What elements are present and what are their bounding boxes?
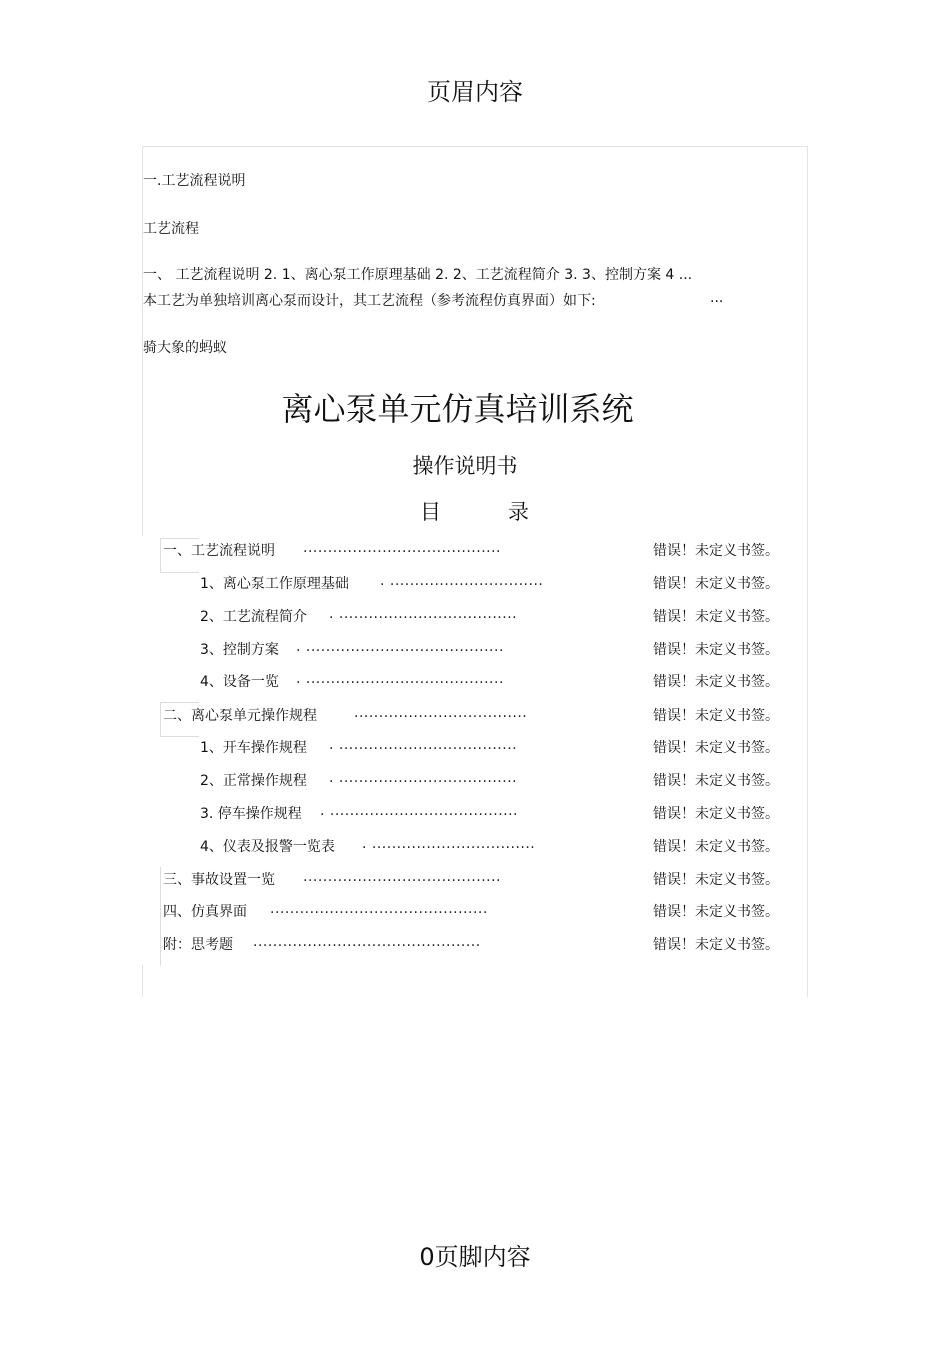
toc-entry-leader: . ........................................ — [296, 671, 504, 687]
toc-entry-page: 错误！未定义书签。 — [653, 576, 779, 592]
toc-entry-page: 错误！未定义书签。 — [653, 642, 779, 658]
toc-entry-label: 4、仪表及报警一览表 — [200, 839, 335, 855]
toc-heading-char-1: 目 — [420, 500, 441, 524]
toc-entry-page: 错误！未定义书签。 — [653, 904, 779, 920]
toc-entry[interactable] — [0, 737, 950, 759]
toc-entry-leader: . ................................. — [362, 836, 536, 852]
toc-entry-page: 错误！未定义书签。 — [653, 806, 779, 822]
toc-entry-page: 错误！未定义书签。 — [653, 543, 779, 559]
toc-entry[interactable] — [0, 606, 950, 628]
toc-entry-label: 3. 停车操作规程 — [200, 806, 302, 822]
toc-entry-leader: . ........................................ — [296, 639, 504, 655]
toc-entry-label: 3、控制方案 — [200, 642, 279, 658]
meta-description-ellipsis: ... — [710, 290, 724, 306]
toc-entry-label: 二、离心泵单元操作规程 — [163, 708, 317, 724]
toc-entry-page: 错误！未定义书签。 — [653, 872, 779, 888]
toc-entry-page: 错误！未定义书签。 — [653, 839, 779, 855]
toc-entry-leader: . ............................... — [380, 573, 544, 589]
toc-entry-label: 1、开车操作规程 — [200, 740, 307, 756]
toc-entry-leader: ........................................ — [303, 869, 502, 885]
toc-entry-label: 三、事故设置一览 — [163, 872, 275, 888]
toc-entry-leader: . .................................... — [329, 737, 518, 753]
toc-entry-leader: ................................... — [354, 705, 528, 721]
meta-section-heading: 一.工艺流程说明 — [143, 173, 246, 189]
meta-description: 本工艺为单独培训离心泵而设计，其工艺流程（参考流程仿真界面）如下: — [143, 293, 596, 309]
toc-entry-page: 错误！未定义书签。 — [653, 609, 779, 625]
meta-author: 骑大象的蚂蚁 — [143, 340, 227, 356]
toc-entry-leader: ........................................ — [303, 540, 502, 556]
toc-entry-page: 错误！未定义书签。 — [653, 674, 779, 690]
meta-subheading: 工艺流程 — [143, 221, 199, 237]
toc-entry[interactable] — [0, 934, 950, 956]
toc-entry[interactable] — [0, 705, 950, 727]
toc-entry-leader: . .................................... — [329, 606, 518, 622]
toc-entry[interactable] — [0, 803, 950, 825]
toc-entry[interactable] — [0, 770, 950, 792]
toc-entry-label: 四、仿真界面 — [163, 904, 247, 920]
toc-entry[interactable] — [0, 573, 950, 595]
toc-entry-leader: .............................................. — [253, 934, 481, 950]
toc-entry-leader: . .................................... — [329, 770, 518, 786]
toc-entry-label: 2、正常操作规程 — [200, 773, 307, 789]
toc-entry-label: 2、工艺流程简介 — [200, 609, 307, 625]
toc-entry-page: 错误！未定义书签。 — [653, 708, 779, 724]
toc-heading-char-2: 录 — [508, 500, 529, 524]
toc-entry[interactable] — [0, 836, 950, 858]
document-subtitle: 操作说明书 — [412, 454, 518, 478]
toc-entry-label: 一、工艺流程说明 — [163, 543, 275, 559]
toc-entry-label: 1、离心泵工作原理基础 — [200, 576, 349, 592]
document-title: 离心泵单元仿真培训系统 — [281, 390, 634, 428]
toc-entry-label: 附：思考题 — [163, 937, 233, 953]
toc-entry-page: 错误！未定义书签。 — [653, 773, 779, 789]
page-header: 页眉内容 — [427, 78, 523, 106]
toc-entry[interactable] — [0, 671, 950, 693]
toc-entry-leader: . ...................................... — [320, 803, 519, 819]
toc-entry[interactable] — [0, 869, 950, 891]
toc-entry-leader: ............................................ — [270, 901, 488, 917]
toc-entry[interactable] — [0, 639, 950, 661]
toc-entry[interactable] — [0, 901, 950, 923]
toc-entry-page: 错误！未定义书签。 — [653, 937, 779, 953]
meta-toc-preview: 一、 工艺流程说明 2. 1、离心泵工作原理基础 2. 2、工艺流程简介 3. 3、控制方案 4 ... — [143, 267, 693, 283]
toc-entry-page: 错误！未定义书签。 — [653, 740, 779, 756]
toc-entry-label: 4、设备一览 — [200, 674, 279, 690]
toc-entry[interactable] — [0, 540, 950, 562]
page-footer: 0页脚内容 — [419, 1243, 531, 1271]
content-frame-left-edge-bottom — [142, 965, 143, 997]
